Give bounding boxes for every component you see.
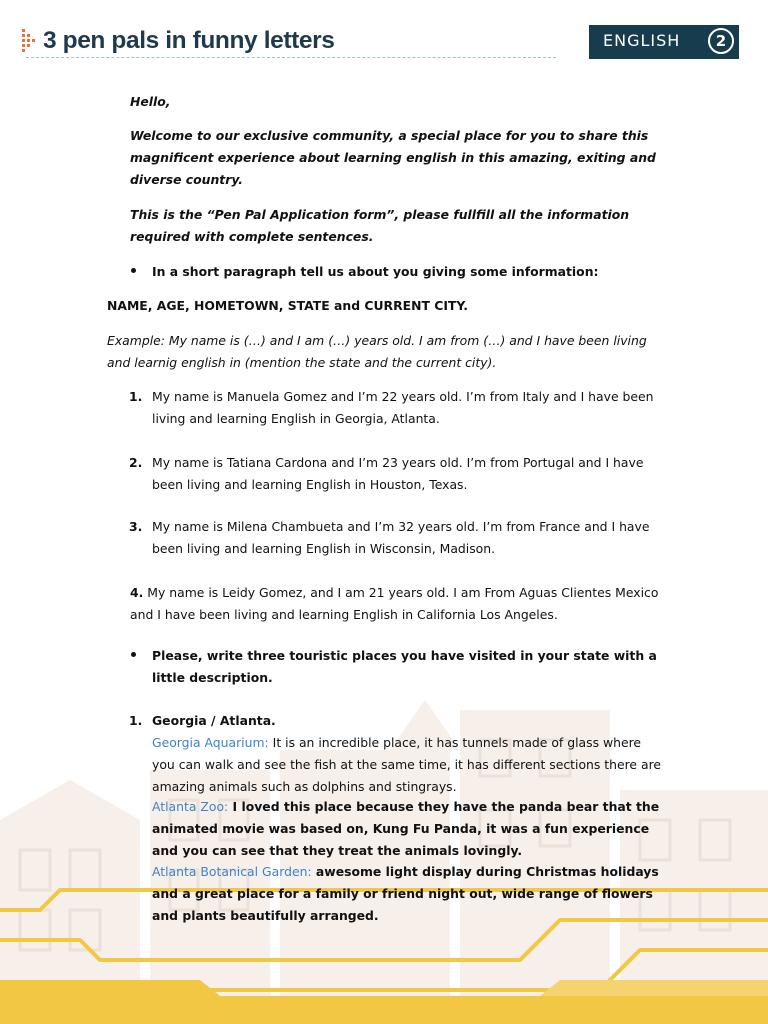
instruction-bullet-2: Please, write three touristic places you have visited in your state with a little description. bbox=[152, 648, 657, 685]
required-fields: NAME, AGE, HOMETOWN, STATE and CURRENT CITY. bbox=[107, 298, 469, 313]
badge-label: ENGLISH bbox=[603, 31, 681, 50]
answer-text: My name is Milena Chambueta and I’m 32 years old. I’m from France and I have been living and learning English in Wisconsin, Madison. bbox=[152, 519, 650, 556]
instruction-bullet-1: In a short paragraph tell us about you giving some information: bbox=[152, 264, 599, 279]
bullet-marker bbox=[131, 268, 136, 273]
answer-number: 2. bbox=[129, 455, 143, 470]
form-note-paragraph: This is the “Pen Pal Application form”, please fullfill all the information required with complete sentences. bbox=[130, 207, 630, 244]
bullet-marker bbox=[131, 652, 136, 657]
place-description: I loved this place because they have the panda bear that the animated movie was based on, Kung Fu Panda, it was a fun experience and you can see that they treat the animals lovingly. bbox=[152, 799, 660, 858]
place-name: Atlanta Zoo: bbox=[152, 799, 229, 814]
place-entry bbox=[152, 861, 667, 927]
example-paragraph bbox=[107, 330, 667, 374]
badge-number: 2 bbox=[708, 28, 734, 54]
answer-number: 3. bbox=[129, 519, 143, 534]
answer-text: My name is Tatiana Cardona and I’m 23 years old. I’m from Portugal and I have been living and learning English in Houston, Texas. bbox=[152, 455, 644, 492]
place-description: It is an incredible place, it has tunnels made of glass where you can walk and see the fish at the same time, it has different sections there are amazing animals such as dolphins and stingrays. bbox=[152, 735, 662, 794]
answer-text: My name is Leidy Gomez, and I am 21 years old. I am From Aguas Clientes Mexico and I have been living and learning English in California Los Angeles. bbox=[130, 585, 659, 622]
places-number: 1. bbox=[129, 713, 143, 728]
place-name: Atlanta Botanical Garden: bbox=[152, 864, 312, 879]
answer-text: My name is Manuela Gomez and I’m 22 years old. I’m from Italy and I have been living and learning English in Georgia, Atlanta. bbox=[152, 389, 654, 426]
example-label: Example: bbox=[107, 333, 165, 348]
greeting: Hello, bbox=[130, 94, 171, 109]
place-entry bbox=[152, 732, 667, 798]
page-title: 3 pen pals in funny letters bbox=[43, 27, 335, 54]
answer-4-paragraph bbox=[130, 582, 670, 626]
places-heading: Georgia / Atlanta. bbox=[152, 713, 276, 728]
place-entry bbox=[152, 796, 667, 862]
example-text: My name is (…) and I am (…) years old. I am from (…) and I have been living and learnig english in (mention the state and the current city). bbox=[107, 333, 647, 370]
place-name: Georgia Aquarium: bbox=[152, 735, 269, 750]
intro-paragraph: Welcome to our exclusive community, a special place for you to share this magnificent experience about learning english in this amazing, exiting and diverse country. bbox=[130, 128, 656, 187]
answer-number: 4. bbox=[130, 585, 144, 600]
place-description: awesome light display during Christmas holidays and a great place for a family or friend night out, wide range of flowers and plants beautifully arranged. bbox=[152, 864, 659, 923]
answer-number: 1. bbox=[129, 389, 143, 404]
